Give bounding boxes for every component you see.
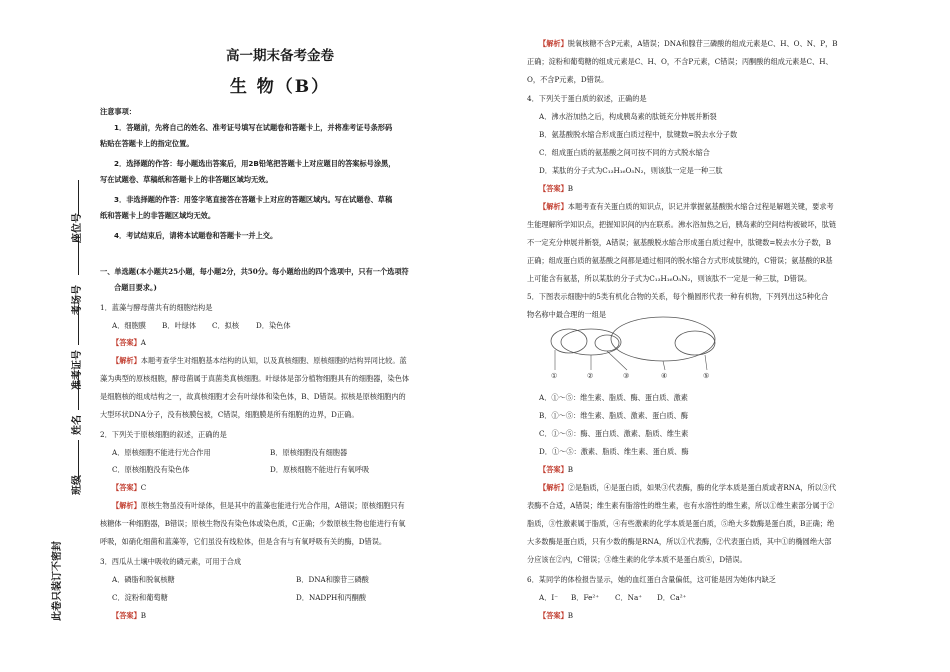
pointer-line <box>663 361 665 370</box>
q4-option-c: C．组成蛋白质的氨基酸之间可按不同的方式脱水缩合 <box>539 148 710 157</box>
q5-answer <box>539 462 573 478</box>
analysis-text: 正确；组成蛋白质的氨基酸之间都是通过相同的脱水缩合方式形成肽键的，C错误；氨基酸的R基 <box>527 256 833 265</box>
q3-analysis <box>539 36 838 52</box>
q2-analysis <box>112 498 405 514</box>
analysis-text: 生能理解所学知识点，把握知识间的内在联系。沸水浴加热之后，胰岛素的空间结构被破坏，肽链 <box>527 220 837 229</box>
pointer-line <box>705 355 707 370</box>
q2-option-d: D．原核细胞不能进行有氧呼吸 <box>270 465 370 474</box>
q2-option-c: C．原核细胞没有染色体 <box>112 465 190 474</box>
question-5: 5．下图表示细胞中的5类有机化合物的关系，每个椭圆形代表一种有机物，下列列出这5种化合 <box>527 292 829 301</box>
answer-value: B <box>567 184 574 193</box>
analysis-text: 大多数酶是蛋白质，只有少数的酶是RNA，所以①代表酶，②代表蛋白质，其中①的椭圆绝大部 <box>527 537 832 546</box>
class-label: 班级 <box>72 475 83 495</box>
diagram-label-1: ① <box>551 372 558 380</box>
answer-value: A <box>140 338 146 347</box>
answer-label: 【答案】 <box>112 338 141 347</box>
analysis-text: 本题考查学生对细胞基本结构的认知，以及真核细胞、原核细胞的结构异同比较。蓝 <box>140 356 407 365</box>
q2-option-b: B．原核细胞没有细胞器 <box>270 448 348 457</box>
notice-line: 粘贴在答题卡上的指定位置。 <box>100 139 194 148</box>
seat-label: 座位号 <box>72 213 83 243</box>
answer-label: 【答案】 <box>539 465 568 474</box>
answer-label: 【答案】 <box>539 611 568 620</box>
ellipse-3 <box>595 335 619 351</box>
q3-answer <box>112 608 146 624</box>
analysis-text: 正确；淀粉和葡萄糖的组成元素是C、H、O，不含P元素，C错误；丙酮酸的组成元素是C、H、 <box>527 57 833 66</box>
q4-answer <box>539 181 573 197</box>
q4-option-d: D．某肽的分子式为C₁₃H₁₆O₅N₂，则该肽一定是一种三肽 <box>539 166 723 175</box>
answer-value: B <box>140 611 147 620</box>
q6-option-b: B．Fe²⁺ <box>571 593 599 602</box>
q6-answer <box>539 608 573 624</box>
section-heading: 一、单选题(本小题共25小题，每小题2分，共50分。每小题给出的四个选项中，只有一个选项符 <box>100 267 409 276</box>
q6-option-a: A．I⁻ <box>539 593 559 602</box>
q1-option-b: B．叶绿体 <box>162 321 197 330</box>
binding-margin <box>50 175 98 625</box>
analysis-text: 本题考查有关蛋白质的知识点，识记并掌握氨基酸脱水缩合过程是解题关键，要求考 <box>567 202 834 211</box>
question-6: 6．某同学的体检报告显示，她的血红蛋白含量偏低，这可能是因为她体内缺乏 <box>527 575 776 584</box>
q5-option-a: A．①～⑤：维生素、脂质、酶、蛋白质、激素 <box>539 393 688 402</box>
q1-answer <box>112 335 146 351</box>
analysis-text: ②是脂质，④是蛋白质，如果③代表酶，酶的化学本质是蛋白质或者RNA，所以③代 <box>567 483 837 492</box>
q6-option-c: C．Na⁺ <box>615 593 643 602</box>
ellipse-5 <box>675 331 715 355</box>
analysis-text: 核糖体一种细胞器，B错误；原核生物没有染色体或染色质，C正确；少数原核生物也能进行有氧 <box>100 519 406 528</box>
q1-option-a: A．细胞膜 <box>112 321 146 330</box>
ticket-label: 准考证号 <box>72 350 83 390</box>
q3-option-b: B．DNA和腺苷三磷酸 <box>296 575 369 584</box>
diagram-label-3: ③ <box>623 372 630 380</box>
analysis-text: 脱氧核糖不含P元素，A错误；DNA和腺苷三磷酸的组成元素是C、H、O、N、P，B <box>567 39 838 48</box>
analysis-text: 表酶不合适，A错误；维生素有脂溶性的维生素，也有水溶性的维生素，所以①维生素部分属于② <box>527 501 835 510</box>
diagram-label-2: ② <box>587 372 594 380</box>
q2-option-a: A．原核细胞不能进行光合作用 <box>112 448 211 457</box>
answer-label: 【答案】 <box>112 483 141 492</box>
seat-line <box>78 180 79 215</box>
analysis-text: 呼吸，如硝化细菌和蓝藻等，它们虽没有线粒体，但是含有与有氧呼吸有关的酶，D错误。 <box>100 537 387 546</box>
q2-answer <box>112 480 146 496</box>
q5-analysis <box>539 480 836 496</box>
q1-analysis <box>112 353 407 369</box>
analysis-label: 【解析】 <box>539 202 568 211</box>
analysis-text: 原核生物虽没有叶绿体，但是其中的蓝藻也能进行光合作用，A错误；原核细胞只有 <box>140 501 405 510</box>
question-5-cont: 物名称中最合理的一组是 <box>527 310 607 319</box>
notice-line: 写在试题卷、草稿纸和答题卡上的非答题区域均无效。 <box>100 175 273 184</box>
answer-label: 【答案】 <box>539 184 568 193</box>
analysis-text: 脂质，③性激素属于脂质，④有些激素的化学本质是蛋白质，⑤绝大多数酶是蛋白质，B正确；绝 <box>527 519 835 528</box>
q5-ellipse-diagram <box>545 315 725 380</box>
notice-line: 4．考试结束后，请将本试题卷和答题卡一并上交。 <box>114 231 278 240</box>
analysis-text: 上可能含有氨基，所以某肽的分子式为C₁₃H₁₆O₅N₂，则该肽不一定是一种三肽，D错误。 <box>527 274 812 283</box>
question-3: 3．西瓜从土壤中吸收的磷元素，可用于合成 <box>100 557 242 566</box>
analysis-text: O，不含P元素，D错误。 <box>527 75 609 84</box>
analysis-text: 是细胞核的组成结构之一，故真核细胞才会有叶绿体和染色体，B、D错误。拟核是原核细胞内的 <box>100 392 406 401</box>
answer-value: B <box>567 611 574 620</box>
q3-option-a: A．磷脂和脱氧核糖 <box>112 575 175 584</box>
q5-option-c: C．①～⑤：酶、蛋白质、激素、脂质、维生素 <box>539 429 689 438</box>
q5-option-d: D．①～⑤：激素、脂质、维生素、蛋白质、酶 <box>539 447 689 456</box>
analysis-label: 【解析】 <box>539 39 568 48</box>
ellipse-2 <box>561 329 621 355</box>
answer-value: C <box>140 483 147 492</box>
q4-analysis <box>539 199 834 215</box>
analysis-text: 分应该在②内，C错误；③维生素的化学本质不是蛋白质④，D错误。 <box>527 555 747 564</box>
question-4: 4．下列关于蛋白质的叙述，正确的是 <box>527 94 647 103</box>
room-label: 考场号 <box>72 285 83 315</box>
q5-option-b: B．①～⑤：维生素、脂质、激素、蛋白质、酶 <box>539 411 689 420</box>
notice-line: 纸和答题卡上的非答题区域均无效。 <box>100 211 216 220</box>
q6-option-d: D．Ca²⁺ <box>657 593 687 602</box>
notice-line: 1．答题前，先将自己的姓名、准考证号填写在试题卷和答题卡上，并将准考证号条形码 <box>114 123 393 132</box>
q4-option-b: B．氨基酸脱水缩合形成蛋白质过程中，肽键数=脱去水分子数 <box>539 130 738 139</box>
exam-subtitle: 生 物（B） <box>229 77 331 97</box>
question-1: 1．蓝藻与酵母菌共有的细胞结构是 <box>100 303 213 312</box>
analysis-text: 大型环状DNA分子，没有核膜包被，C错误，细胞膜是所有细胞的边界，D正确。 <box>100 410 359 419</box>
section-heading-cont: 合题目要求。) <box>114 283 157 292</box>
analysis-text: 不一定充分伸展并断裂，A错误；氨基酸脱水缩合形成蛋白质过程中，肽键数=脱去水分子数，B <box>527 238 831 247</box>
notice-line: 2．选择题的作答：每小题选出答案后，用2B铅笔把答题卡上对应题目的答案标号涂黑， <box>114 159 396 168</box>
analysis-label: 【解析】 <box>112 356 141 365</box>
q3-option-d: D．NADPH和丙酮酸 <box>296 593 367 602</box>
analysis-text: 藻为典型的原核细胞，酵母菌属于真菌类真核细胞。叶绿体是部分植物细胞具有的细胞器，染色体 <box>100 374 410 383</box>
q3-option-c: C．淀粉和葡萄糖 <box>112 593 168 602</box>
notice-heading: 注意事项： <box>100 107 136 116</box>
exam-title: 高一期末备考金卷 <box>226 48 334 64</box>
analysis-label: 【解析】 <box>539 483 568 492</box>
notice-line: 3．非选择题的作答：用签字笔直接答在答题卡上对应的答题区域内。写在试题卷、草稿 <box>114 195 393 204</box>
question-2: 2．下列关于原核细胞的叙述，正确的是 <box>100 430 227 439</box>
seal-text: 此卷只装订不密封 <box>52 541 63 621</box>
analysis-label: 【解析】 <box>112 501 141 510</box>
q4-option-a: A．沸水浴加热之后，构成胰岛素的肽链充分伸展并断裂 <box>539 112 717 121</box>
answer-value: B <box>567 465 574 474</box>
q1-option-c: C．拟核 <box>212 321 240 330</box>
answer-label: 【答案】 <box>112 611 141 620</box>
name-label: 姓名 <box>72 415 83 435</box>
class-line <box>78 440 79 480</box>
ellipse-1 <box>551 329 587 353</box>
diagram-label-5: ⑤ <box>703 372 710 380</box>
diagram-label-4: ④ <box>661 372 668 380</box>
q1-option-d: D．染色体 <box>256 321 291 330</box>
